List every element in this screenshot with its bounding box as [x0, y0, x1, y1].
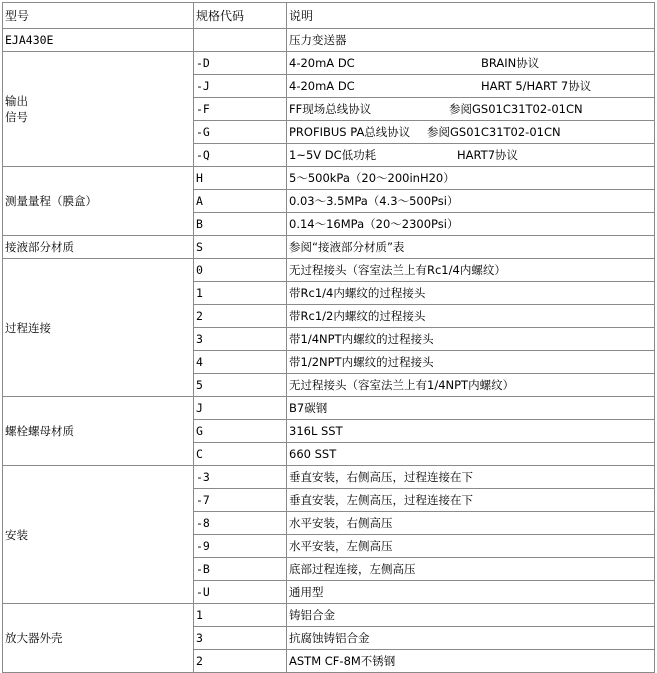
code-cell: 3: [194, 328, 287, 351]
desc-cell: [287, 397, 655, 420]
desc-cell: [287, 52, 655, 75]
desc-cell: [287, 144, 655, 167]
table-row: [3, 167, 655, 190]
code-cell: -F: [194, 98, 287, 121]
category-cell: 接液部分材质: [3, 236, 194, 259]
category-cell: 螺栓螺母材质: [3, 397, 194, 466]
desc-text: 带1/2NPT内螺纹的过程接头: [289, 355, 434, 369]
code-cell: 1: [194, 282, 287, 305]
desc-cell: [287, 305, 655, 328]
table-row: [3, 604, 655, 627]
table-row: [3, 466, 655, 489]
table-row: [3, 52, 655, 75]
desc-cell: [287, 512, 655, 535]
desc-text: 0.03～3.5MPa（4.3～500Psi）: [289, 194, 459, 208]
category-cell: 输出 信号: [3, 52, 194, 167]
desc-text: 无过程接头（容室法兰上有Rc1/4内螺纹）: [289, 263, 506, 277]
table-row: [3, 259, 655, 282]
desc-cell: [287, 190, 655, 213]
code-cell: -U: [194, 581, 287, 604]
desc-cell: [287, 489, 655, 512]
desc-text: 铸铝合金: [289, 608, 335, 622]
code-cell: 4: [194, 351, 287, 374]
desc-cell: [287, 351, 655, 374]
protocol-note: HART 5/HART 7协议: [481, 79, 592, 93]
code-cell: 1: [194, 604, 287, 627]
header-row: [3, 3, 655, 29]
protocol-note: 参阅GS01C31T02-01CN: [449, 102, 583, 116]
code-cell: G: [194, 420, 287, 443]
code-cell: 0: [194, 259, 287, 282]
desc-text: 1~5V DC低功耗: [289, 148, 377, 162]
desc-text: 无过程接头（容室法兰上有1/4NPT内螺纹）: [289, 378, 515, 392]
code-cell: 5: [194, 374, 287, 397]
desc-cell: [287, 581, 655, 604]
header-code: 规格代码: [194, 3, 287, 29]
desc-cell: [287, 604, 655, 627]
desc-cell: [287, 213, 655, 236]
code-cell: H: [194, 167, 287, 190]
desc-cell: [287, 75, 655, 98]
desc-text: 4-20mA DC: [289, 79, 355, 93]
protocol-note: 参阅GS01C31T02-01CN: [427, 125, 561, 139]
desc-text: 带Rc1/4内螺纹的过程接头: [289, 286, 426, 300]
code-cell: B: [194, 213, 287, 236]
desc-text: 底部过程连接，左侧高压: [289, 562, 416, 576]
spec-table: [2, 2, 655, 673]
desc-text: 抗腐蚀铸铝合金: [289, 631, 370, 645]
code-cell: -3: [194, 466, 287, 489]
desc-text: 通用型: [289, 585, 324, 599]
desc-text: 垂直安装，右侧高压，过程连接在下: [289, 470, 473, 484]
desc-text: B7碳钢: [289, 401, 328, 415]
desc-cell: [287, 328, 655, 351]
desc-cell: [287, 259, 655, 282]
desc-cell: [287, 420, 655, 443]
header-model: 型号: [3, 3, 194, 29]
code-cell: -Q: [194, 144, 287, 167]
desc-cell: [287, 121, 655, 144]
desc-cell: [287, 98, 655, 121]
desc-text: 带Rc1/2内螺纹的过程接头: [289, 309, 426, 323]
desc-text: 带1/4NPT内螺纹的过程接头: [289, 332, 434, 346]
code-cell: J: [194, 397, 287, 420]
desc-text: ASTM CF-8M不锈钢: [289, 654, 396, 668]
desc-cell: [287, 627, 655, 650]
desc-text: 0.14～16MPa（20～2300Psi）: [289, 217, 459, 231]
category-cell: 安装: [3, 466, 194, 604]
model-code-empty: [194, 29, 287, 52]
desc-text: 660 SST: [289, 447, 337, 461]
protocol-note: HART7协议: [457, 148, 519, 162]
desc-text: 4-20mA DC: [289, 56, 355, 70]
table-row: [3, 397, 655, 420]
desc-cell: [287, 466, 655, 489]
desc-text: FF现场总线协议: [289, 102, 372, 116]
desc-text: 垂直安装，左侧高压，过程连接在下: [289, 493, 473, 507]
code-cell: C: [194, 443, 287, 466]
code-cell: 2: [194, 305, 287, 328]
desc-cell: [287, 535, 655, 558]
code-cell: -9: [194, 535, 287, 558]
desc-cell: [287, 650, 655, 673]
code-cell: -G: [194, 121, 287, 144]
model-row: [3, 29, 655, 52]
desc-text: 水平安装，左侧高压: [289, 539, 393, 553]
desc-text: PROFIBUS PA总线协议: [289, 125, 411, 139]
desc-cell: [287, 282, 655, 305]
model-code: EJA430E: [3, 29, 194, 52]
desc-cell: [287, 236, 655, 259]
code-cell: -8: [194, 512, 287, 535]
code-cell: 3: [194, 627, 287, 650]
code-cell: -B: [194, 558, 287, 581]
model-desc: 压力变送器: [287, 29, 655, 52]
desc-cell: [287, 374, 655, 397]
code-cell: -J: [194, 75, 287, 98]
category-cell: 过程连接: [3, 259, 194, 397]
desc-cell: [287, 443, 655, 466]
desc-text: 5～500kPa（20～200inH20）: [289, 171, 455, 185]
code-cell: 2: [194, 650, 287, 673]
protocol-note: BRAIN协议: [481, 56, 540, 70]
table-row: [3, 236, 655, 259]
desc-text: 316L SST: [289, 424, 343, 438]
header-desc: 说明: [287, 3, 655, 29]
code-cell: -7: [194, 489, 287, 512]
code-cell: S: [194, 236, 287, 259]
category-cell: 测量量程（膜盒）: [3, 167, 194, 236]
code-cell: A: [194, 190, 287, 213]
code-cell: -D: [194, 52, 287, 75]
desc-cell: [287, 167, 655, 190]
desc-text: 水平安装，右侧高压: [289, 516, 393, 530]
desc-text: 参阅“接液部分材质”表: [289, 240, 405, 254]
category-cell: 放大器外壳: [3, 604, 194, 673]
desc-cell: [287, 558, 655, 581]
